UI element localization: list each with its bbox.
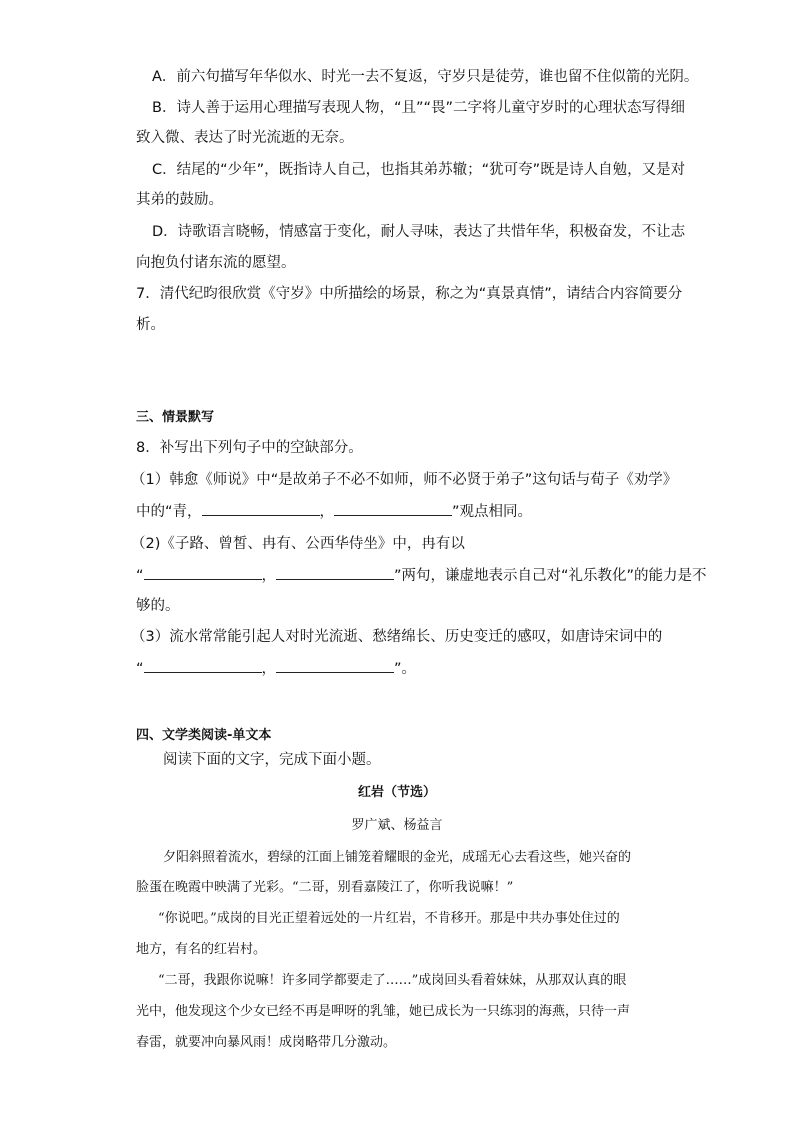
paragraph-2-line2: 地方，有名的红岩村。 [136,942,267,957]
subquestion-2-line2 [136,565,707,586]
paragraph-3-line1: “二哥，我跟你说嘛！许多同学都要走了……”成岗回头看着妹妹，从那双认真的眼 [158,973,627,988]
subquestion-2-line1: （2)《子路、曾皙、冉有、公西华侍坐》中，冉有以 [131,536,465,552]
option-a: A．前六句描写年华似水、时光一去不复返，守岁只是徒劳，谁也留不住似箭的光阴。 [152,69,699,85]
open-quote: “ [136,568,144,584]
subquestion-1-line1: （1）韩愈《师说》中“是故弟子不必不如师，师不必贤于弟子”这句话与荀子《劝学》 [131,472,678,488]
answer-blank[interactable] [276,658,394,673]
question-7-line2: 析。 [136,317,165,333]
option-c-line2: 其弟的鼓励。 [136,192,223,208]
question-8: 8．补写出下列句子中的空缺部分。 [136,440,363,456]
section-4-title: 四、文学类阅读-单文本 [136,728,272,743]
paragraph-2-line1: “你说吧。”成岗的目光正望着远处的一片红岩，不肯移开。那是中共办事处住过的 [158,911,620,926]
blank-separator: ， [261,661,277,677]
passage-title: 红岩（节选） [357,785,436,800]
answer-blank[interactable] [334,501,452,516]
option-c-line1: C．结尾的“少年”，既指诗人自己，也指其弟苏辙；“犹可夸”既是诗人自勉，又是对 [152,162,686,178]
paragraph-1-line1: 夕阳斜照着流水，碧绿的江面上铺笼着耀眼的金光，成瑶无心去看这些，她兴奋的 [163,850,632,865]
open-quote: “ [136,661,144,677]
option-d-line2: 向抱负付诸东流的愿望。 [136,255,296,271]
subquestion-1-prefix: 中的“青， [136,504,202,520]
subquestion-2-line3: 够的。 [136,598,180,614]
section-3-title: 三、情景默写 [136,410,215,425]
answer-blank[interactable] [144,658,262,673]
answer-blank[interactable] [202,501,320,516]
option-b-line1: B．诗人善于运用心理描写表现人物，“且”“畏”二字将儿童守岁时的心理状态写得细 [152,100,685,116]
subquestion-3-line2 [136,658,416,679]
answer-blank[interactable] [276,565,394,580]
paragraph-3-line3: 春雷，就要冲向暴风雨！成岗略带几分激动。 [136,1035,397,1050]
paragraph-3-line2: 光中，他发现这个少女已经不再是呷呀的乳雏，她已成长为一只练羽的海燕，只待一声 [136,1004,631,1019]
question-7-line1: 7．清代纪昀很欣赏《守岁》中所描绘的场景，称之为“真景真情”，请结合内容简要分 [136,286,683,302]
subquestion-3-suffix: ”。 [394,661,417,677]
reading-instruction: 阅读下面的文字，完成下面小题。 [163,752,381,768]
blank-separator: ， [319,504,335,520]
subquestion-1-suffix: ”观点相同。 [452,504,533,520]
subquestion-1-line2 [136,501,532,522]
paragraph-1-line2: 脸蛋在晚霞中映满了光彩。“二哥，别看嘉陵江了，你听我说嘛！” [136,880,514,895]
option-d-line1: D．诗歌语言晓畅，情感富于变化，耐人寻味，表达了共惜年华，积极奋发，不让志 [152,224,686,240]
subquestion-2-suffix: ”两句，谦虚地表示自己对“礼乐教化”的能力是不 [394,568,707,584]
option-b-line2: 致入微、表达了时光流逝的无奈。 [136,130,354,146]
blank-separator: ， [261,568,277,584]
subquestion-3-line1: （3）流水常常能引起人对时光流逝、愁绪绵长、历史变迁的感叹，如唐诗宋词中的 [131,629,663,645]
passage-authors: 罗广斌、杨益言 [351,818,443,833]
answer-blank[interactable] [144,565,262,580]
